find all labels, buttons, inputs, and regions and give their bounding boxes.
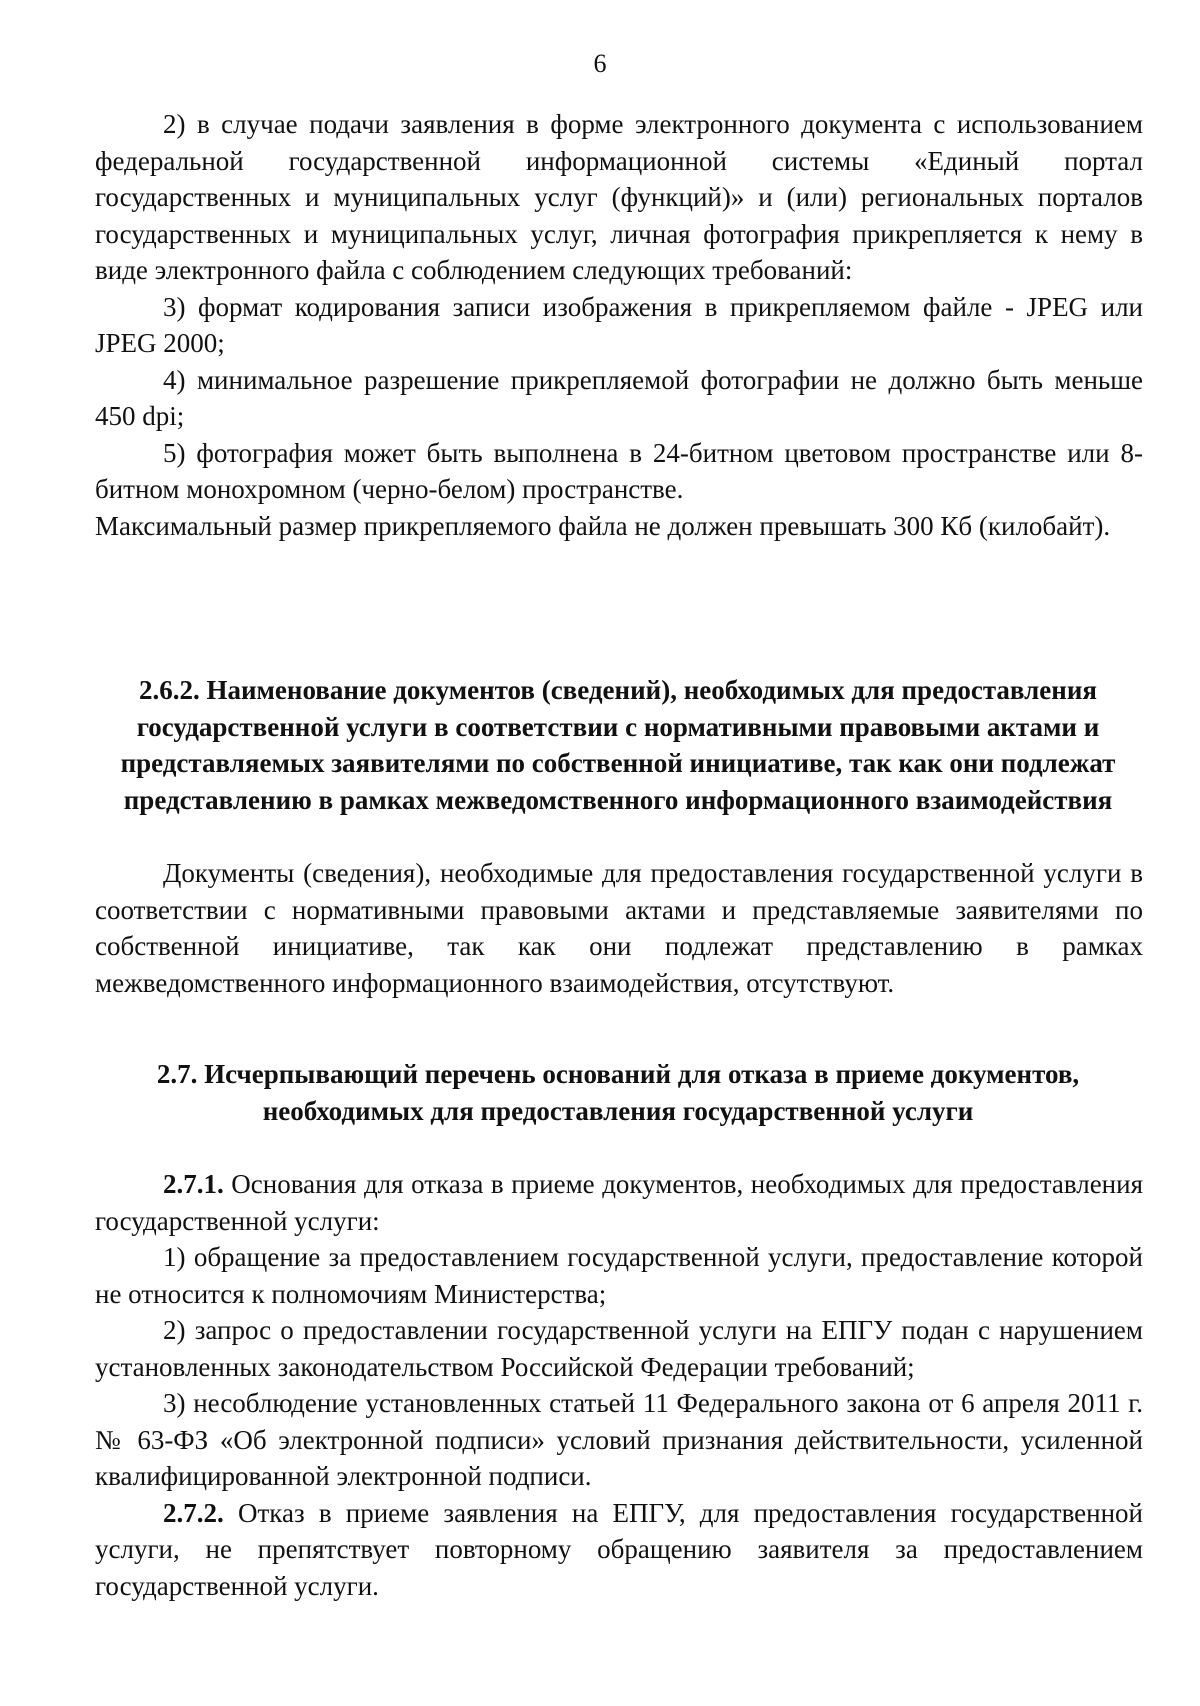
paragraph-2-7-1 <box>95 1166 1143 1239</box>
paragraph-2-7-2 <box>95 1495 1143 1605</box>
paragraph-item-5: 5) фотография может быть выполнена в 24-битном цветовом пространстве или 8-битном монохромном (черно-белом) пространстве. <box>95 437 1143 504</box>
paragraph-item-3: 3) формат кодирования записи изображения в прикрепляемом файле - JPEG или JPEG 2000; <box>95 291 1143 358</box>
clause-number-2-7-1: 2.7.1. <box>163 1169 224 1199</box>
clause-text-2-7-2: Отказ в приеме заявления на ЕПГУ, для предоставления государственной услуги, не препятствует повторному обращению заявителя за предоставлением государственной услуги. <box>95 1497 1143 1601</box>
page-number: 6 <box>593 49 607 78</box>
paragraph-max-size: Максимальный размер прикрепляемого файла не должен превышать 300 Кб (килобайт). <box>95 510 1111 541</box>
paragraph-refusal-item-2: 2) запрос о предоставлении государственной услуги на ЕПГУ подан с нарушением установленных законодательством Российской Федерации требований; <box>95 1315 1143 1382</box>
clause-text-2-7-1: Основания для отказа в приеме документов, необходимых для предоставления государственной услуги: <box>95 1169 1143 1236</box>
section-body-2-6-2 <box>95 855 1143 1001</box>
paragraph-documents-absent: Документы (сведения), необходимые для предоставления государственной услуги в соответствии с нормативными правовыми актами и представляемые заявителями по собственной инициативе, так как они подлежат представлению в рамках межведомственного информационного взаимодействия, отсутствуют. <box>95 858 1143 998</box>
clause-number-2-7-2: 2.7.2. <box>163 1497 224 1528</box>
paragraph-refusal-item-3: 3) несоблюдение установленных статьей 11 Федерального закона от 6 апреля 2011 г. № 63-ФЗ «Об электронной подписи» условий признания действительности, усиленной квалифицированной электронной подписи. <box>95 1388 1143 1491</box>
requirements-block <box>95 106 1143 544</box>
paragraph-item-2: 2) в случае подачи заявления в форме электронного документа с использованием федеральной государственной информационной системы «Единый портал государственных и муниципальных услуг (функций)» и (или) региональных порталов государственных и муниципальных услуг, личная фотография прикрепляется к нему в виде электронного файла с соблюдением следующих требований: <box>95 109 1143 285</box>
heading-2-6-2-text: 2.6.2. Наименование документов (сведений), необходимых для предоставления государственной услуги в соответствии с нормативными правовыми актами и представляемых заявителями по собственной инициативе, так как они подлежат представлению в рамках межведомственного информационного взаимодействия <box>120 675 1116 815</box>
paragraph-item-4: 4) минимальное разрешение прикрепляемой фотографии не должно быть меньше 450 dpi; <box>95 364 1143 431</box>
paragraph-refusal-item-1: 1) обращение за предоставлением государственной услуги, предоставление которой не относится к полномочиям Министерства; <box>95 1242 1143 1309</box>
heading-2-7-text: 2.7. Исчерпывающий перечень оснований для отказа в приеме документов, необходимых для предоставления государственной услуги <box>156 1059 1080 1126</box>
section-heading-2-7 <box>80 1056 1156 1129</box>
section-heading-2-6-2 <box>80 672 1156 818</box>
section-body-2-7 <box>95 1166 1143 1604</box>
